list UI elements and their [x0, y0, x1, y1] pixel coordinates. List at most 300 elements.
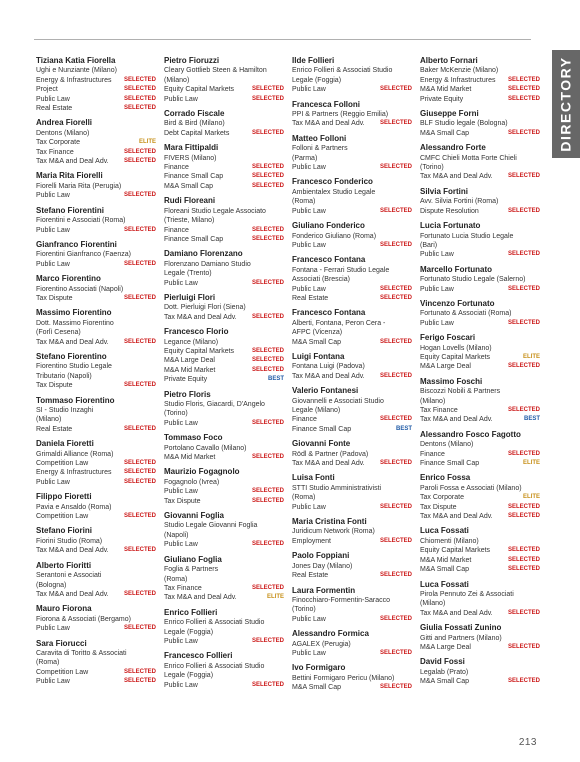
firm-line: Studio Legale Giovanni Foglia	[164, 522, 258, 530]
top-rule	[34, 39, 531, 40]
practice-row	[420, 546, 540, 555]
section-tab-label: DIRECTORY	[558, 56, 574, 152]
directory-entry	[164, 56, 284, 104]
firm-line: Fiorentini e Associati (Roma)	[36, 217, 126, 225]
ranking-badge: SELECTED	[123, 105, 156, 112]
lawyer-name: Giuseppe Forni	[420, 109, 479, 119]
lawyer-name: Pierluigi Flori	[164, 292, 216, 302]
ranking-badge: SELECTED	[379, 120, 412, 127]
practice-area: Finance Small Cap	[420, 460, 480, 468]
directory-entry	[164, 109, 284, 138]
lawyer-name: Mauro Fiorona	[36, 604, 92, 614]
ranking-badge: SELECTED	[251, 164, 284, 171]
lawyer-name: Gianfranco Fiorentini	[36, 239, 117, 249]
firm-line: Ughi e Nunziante (Milano)	[36, 67, 117, 75]
practice-area: Tax Corporate	[36, 139, 80, 147]
firm-line: Fiorentini Gianfranco (Faenza)	[36, 251, 131, 259]
firm-line: Fiorentino Associati (Napoli)	[36, 285, 124, 293]
ranking-badge: SELECTED	[379, 372, 412, 379]
ranking-badge: SELECTED	[123, 625, 156, 632]
lawyer-name: Andrea Fiorelli	[36, 118, 93, 128]
ranking-badge: SELECTED	[123, 95, 156, 102]
ranking-badge: BEST	[523, 416, 540, 423]
directory-entry	[164, 433, 284, 462]
practice-row	[36, 381, 156, 390]
practice-area: Project	[36, 86, 58, 94]
directory-entry	[36, 439, 156, 487]
lawyer-name: Mara Fittipaldi	[164, 143, 219, 153]
ranking-badge: SELECTED	[507, 513, 540, 520]
practice-area: Equity Capital Markets	[164, 86, 235, 94]
ranking-badge: BEST	[395, 425, 412, 432]
practice-row	[164, 85, 284, 94]
lawyer-name: Pietro Fioruzzi	[164, 56, 220, 65]
firm-line: (Torino)	[420, 164, 444, 172]
firm-line: Enrico Follieri & Associati Studio	[292, 67, 393, 75]
practice-row	[164, 163, 284, 172]
firm-line: Fiorelli Maria Rita (Perugia)	[36, 182, 122, 190]
firm-line: Legalab (Prato)	[420, 668, 469, 676]
firm-line: (Roma)	[164, 575, 188, 583]
directory-entry	[36, 171, 156, 200]
lawyer-name: Giulia Fossati Zunino	[420, 623, 502, 633]
practice-area: M&A Mid Market	[420, 86, 472, 94]
ranking-badge: ELITE	[266, 594, 284, 601]
ranking-badge: SELECTED	[123, 469, 156, 476]
ranking-badge: SELECTED	[507, 86, 540, 93]
practice-row	[36, 260, 156, 269]
practice-row	[292, 415, 412, 424]
ranking-badge: SELECTED	[379, 572, 412, 579]
firm-line: Legale (Milano)	[292, 407, 341, 414]
practice-area: Public Law	[36, 478, 70, 486]
practice-area: Public Law	[292, 503, 326, 511]
practice-area: Tax M&A and Deal Adv.	[36, 547, 109, 555]
practice-area: Competition Law	[36, 460, 89, 468]
practice-row	[292, 285, 412, 294]
practice-row	[36, 138, 156, 147]
practice-area: Tax Dispute	[36, 382, 73, 390]
lawyer-name: Luca Fossati	[420, 526, 469, 536]
ranking-badge: SELECTED	[507, 129, 540, 136]
ranking-badge: SELECTED	[507, 207, 540, 214]
firm-line: (Milano)	[420, 600, 446, 608]
ranking-badge: SELECTED	[379, 684, 412, 691]
ranking-badge: SELECTED	[123, 294, 156, 301]
practice-area: Tax M&A and Deal Adv.	[36, 590, 109, 598]
lawyer-name: Francesca Folloni	[292, 99, 361, 109]
ranking-badge: SELECTED	[251, 419, 284, 426]
lawyer-name: Daniela Fioretti	[36, 439, 94, 449]
practice-area: M&A Mid Market	[164, 454, 216, 462]
ranking-badge: SELECTED	[251, 681, 284, 688]
firm-line: Alberti, Fontana, Peron Cera -	[292, 319, 386, 327]
firm-line: Studio Floris, Giacardi, D'Angelo	[164, 401, 265, 408]
ranking-badge: SELECTED	[251, 279, 284, 286]
firm-line: Bettini Formigaro Pericu (Milano)	[292, 674, 395, 682]
lawyer-name: Ilde Follieri	[292, 56, 335, 65]
directory-entry	[420, 56, 540, 104]
practice-row	[292, 425, 412, 434]
practice-row	[420, 677, 540, 686]
ranking-badge: SELECTED	[251, 488, 284, 495]
directory-entry	[36, 561, 156, 600]
ranking-badge: SELECTED	[251, 313, 284, 320]
firm-line: Dentons (Milano)	[36, 129, 90, 137]
lawyer-name: Vincenzo Fortunato	[420, 298, 495, 308]
practice-area: Private Equity	[164, 376, 208, 384]
practice-area: Real Estate	[36, 425, 73, 433]
ranking-badge: SELECTED	[123, 158, 156, 165]
practice-row	[36, 95, 156, 104]
directory-entry	[292, 134, 412, 173]
practice-area: Public Law	[292, 285, 326, 293]
practice-row	[292, 294, 412, 303]
ranking-badge: SELECTED	[251, 129, 284, 136]
firm-line: Dott. Pierluigi Flori (Siena)	[164, 304, 246, 312]
practice-row	[36, 104, 156, 113]
ranking-badge: SELECTED	[507, 285, 540, 292]
directory-entry	[292, 586, 412, 625]
practice-area: Finance	[164, 226, 189, 234]
page-number: 213	[518, 737, 537, 748]
ranking-badge: SELECTED	[507, 566, 540, 573]
ranking-badge: SELECTED	[123, 668, 156, 675]
practice-row	[164, 453, 284, 462]
firm-line: Fontana Luigi (Padova)	[292, 363, 365, 371]
firm-line: (Torino)	[164, 410, 188, 418]
directory-entry	[164, 249, 284, 288]
practice-row	[164, 235, 284, 244]
practice-area: Public Law	[36, 625, 70, 633]
directory-entry	[36, 240, 156, 269]
directory-entry	[420, 265, 540, 294]
practice-row	[420, 459, 540, 468]
firm-line: FIVERS (Milano)	[164, 154, 217, 162]
lawyer-name: Marcello Fortunato	[420, 264, 493, 274]
lawyer-name: Silvia Fortini	[420, 186, 469, 196]
directory-entry	[420, 377, 540, 425]
firm-line: STTI Studio Amministrativisti	[292, 484, 382, 492]
practice-row	[36, 478, 156, 487]
firm-line: Gitti and Partners (Milano)	[420, 634, 502, 642]
directory-entry	[36, 308, 156, 347]
firm-line: Cleary Gottlieb Steen & Hamilton	[164, 67, 267, 75]
ranking-badge: SELECTED	[507, 556, 540, 563]
lawyer-name: Filippo Fioretti	[36, 492, 92, 502]
firm-line: (Torino)	[292, 606, 316, 614]
directory-entry	[164, 196, 284, 244]
firm-line: Biscozzi Nobili & Partners	[420, 388, 501, 396]
lawyer-name: Lucia Fortunato	[420, 221, 481, 231]
ranking-badge: SELECTED	[251, 173, 284, 180]
practice-area: Public Law	[292, 164, 326, 172]
firm-line: Pirola Pennuto Zei & Associati	[420, 590, 514, 598]
lawyer-name: Matteo Folloni	[292, 133, 347, 143]
lawyer-name: Rudi Floreani	[164, 196, 216, 206]
practice-row	[292, 207, 412, 216]
lawyer-name: Stefano Fiorentino	[36, 351, 107, 361]
lawyer-name: Paolo Foppiani	[292, 551, 350, 561]
practice-row	[36, 294, 156, 303]
directory-entry	[164, 327, 284, 384]
practice-area: Tax M&A and Deal Adv.	[420, 173, 493, 181]
firm-line: AFPC (Vicenza)	[292, 329, 343, 337]
practice-area: M&A Small Cap	[164, 182, 214, 190]
firm-line: Legance (Milano)	[164, 338, 219, 346]
practice-area: Tax M&A and Deal Adv.	[292, 460, 365, 468]
lawyer-name: Tiziana Katia Fiorella	[36, 56, 116, 65]
ranking-badge: SELECTED	[379, 615, 412, 622]
directory-entry	[420, 623, 540, 652]
directory-entry	[164, 143, 284, 191]
practice-row	[164, 347, 284, 356]
firm-line: (Roma)	[292, 198, 316, 206]
ranking-badge: SELECTED	[507, 251, 540, 258]
lawyer-name: Maria Rita Fiorelli	[36, 171, 103, 181]
firm-line: (Trieste, Milano)	[164, 217, 215, 225]
practice-row	[420, 129, 540, 138]
practice-row	[420, 207, 540, 216]
practice-area: Tax M&A and Deal Adv.	[420, 416, 493, 424]
ranking-badge: SELECTED	[379, 503, 412, 510]
practice-row	[420, 503, 540, 512]
directory-column-3	[292, 56, 412, 698]
practice-area: Public Law	[164, 637, 198, 645]
practice-row	[36, 468, 156, 477]
directory-entry	[36, 396, 156, 435]
practice-row	[36, 157, 156, 166]
ranking-badge: ELITE	[138, 139, 156, 146]
firm-line: (Forlì Cesena)	[36, 329, 81, 337]
practice-row	[36, 425, 156, 434]
firm-line: Juridicum Network (Roma)	[292, 528, 375, 536]
ranking-badge: SELECTED	[379, 241, 412, 248]
practice-area: Public Law	[292, 649, 326, 657]
practice-row	[36, 512, 156, 521]
practice-row	[292, 372, 412, 381]
directory-entry	[36, 274, 156, 303]
practice-area: Public Law	[164, 541, 198, 549]
practice-row	[420, 319, 540, 328]
firm-line: Serantoni e Associati	[36, 572, 102, 580]
practice-row	[292, 163, 412, 172]
practice-area: Real Estate	[36, 105, 73, 113]
firm-line: Finocchiaro-Formentin-Saracco	[292, 596, 391, 604]
lawyer-name: Giuliano Foglia	[164, 554, 222, 564]
lawyer-name: Alberto Fornari	[420, 56, 478, 65]
directory-entry	[292, 221, 412, 250]
practice-row	[164, 182, 284, 191]
practice-area: Tax M&A and Deal Adv.	[36, 338, 109, 346]
ranking-badge: SELECTED	[123, 547, 156, 554]
practice-row	[420, 512, 540, 521]
ranking-badge: SELECTED	[251, 497, 284, 504]
practice-row	[420, 172, 540, 181]
lawyer-name: Ferigo Foscari	[420, 333, 476, 343]
firm-line: Chiomenti (Milano)	[420, 537, 479, 545]
practice-row	[292, 85, 412, 94]
ranking-badge: SELECTED	[507, 76, 540, 83]
directory-entry	[36, 604, 156, 633]
ranking-badge: SELECTED	[379, 164, 412, 171]
ranking-badge: ELITE	[522, 353, 540, 360]
lawyer-name: Luca Fossati	[420, 579, 469, 589]
lawyer-name: Marco Fiorentino	[36, 274, 101, 284]
firm-line: Legale (Foggia)	[164, 672, 214, 680]
practice-area: Public Law	[164, 95, 198, 103]
practice-row	[292, 537, 412, 546]
practice-area: M&A Small Cap	[420, 129, 470, 137]
lawyer-name: Massimo Fiorentino	[36, 308, 112, 318]
firm-line: Folloni & Partners	[292, 145, 348, 153]
practice-row	[36, 624, 156, 633]
firm-line: (Roma)	[36, 659, 60, 667]
firm-line: Fiorentino Studio Legale	[36, 363, 112, 371]
firm-line: Enrico Follieri & Associati Studio	[164, 662, 265, 670]
lawyer-name: Pietro Floris	[164, 389, 211, 399]
firm-line: Bird & Bird (Milano)	[164, 120, 225, 128]
section-tab	[552, 50, 580, 158]
lawyer-name: Francesco Fontana	[292, 308, 366, 318]
practice-area: Public Law	[292, 615, 326, 623]
practice-row	[420, 95, 540, 104]
practice-area: Tax M&A and Deal Adv.	[36, 158, 109, 166]
directory-entry	[420, 109, 540, 138]
practice-row	[36, 459, 156, 468]
firm-line: Fiorona & Associati (Bergamo)	[36, 615, 131, 623]
directory-entry	[164, 293, 284, 322]
lawyer-name: Stefano Fiorini	[36, 526, 92, 536]
firm-line: Dentons (Milano)	[420, 441, 474, 449]
practice-area: Public Law	[164, 279, 198, 287]
firm-line: Associati (Brescia)	[292, 276, 350, 284]
practice-area: M&A Mid Market	[164, 366, 216, 374]
firm-line: (Milano)	[36, 416, 62, 424]
ranking-badge: SELECTED	[507, 547, 540, 554]
directory-column-4	[420, 56, 540, 692]
practice-area: Finance	[420, 450, 445, 458]
practice-area: Competition Law	[36, 513, 89, 521]
ranking-badge: SELECTED	[379, 86, 412, 93]
practice-area: Debt Capital Markets	[164, 129, 230, 137]
practice-row	[292, 119, 412, 128]
directory-column-1	[36, 56, 156, 692]
practice-row	[420, 250, 540, 259]
firm-line: Ambientalex Studio Legale	[292, 188, 376, 196]
ranking-badge: SELECTED	[507, 95, 540, 102]
ranking-badge: SELECTED	[379, 207, 412, 214]
directory-entry	[164, 390, 284, 429]
practice-row	[36, 546, 156, 555]
ranking-badge: SELECTED	[379, 460, 412, 467]
firm-line: Fontana - Ferrari Studio Legale	[292, 266, 390, 274]
lawyer-name: Giovanni Foglia	[164, 511, 225, 521]
practice-area: Public Law	[36, 192, 70, 200]
practice-row	[164, 637, 284, 646]
lawyer-name: Valerio Fontanesi	[292, 386, 359, 396]
practice-row	[36, 191, 156, 200]
firm-line: Jones Day (Milano)	[292, 562, 353, 570]
firm-line: Legale (Trento)	[164, 270, 212, 278]
firm-line: Paroli Fossa e Associati (Milano)	[420, 484, 522, 492]
ranking-badge: SELECTED	[251, 226, 284, 233]
directory-entry	[420, 187, 540, 216]
practice-area: Public Law	[292, 207, 326, 215]
practice-area: Tax Dispute	[420, 503, 457, 511]
practice-area: Public Law	[292, 241, 326, 249]
practice-area: Public Law	[164, 419, 198, 427]
firm-line: Fogagnolo (Ivrea)	[164, 478, 220, 486]
firm-line: (Roma)	[292, 494, 316, 502]
firm-line: Fortunato Lucia Studio Legale	[420, 232, 514, 240]
practice-row	[164, 356, 284, 365]
practice-row	[292, 649, 412, 658]
practice-area: Public Law	[292, 86, 326, 94]
ranking-badge: SELECTED	[379, 649, 412, 656]
lawyer-name: Corrado Fiscale	[164, 109, 225, 119]
practice-row	[292, 459, 412, 468]
lawyer-name: Luisa Fonti	[292, 473, 335, 483]
lawyer-name: Francesco Follieri	[164, 651, 233, 661]
firm-line: Dott. Massimo Fiorentino	[36, 319, 114, 327]
directory-entry	[292, 439, 412, 468]
practice-area: Tax M&A and Deal Adv.	[164, 313, 237, 321]
firm-line: Fortunato & Associati (Roma)	[420, 310, 512, 318]
firm-line: (Bari)	[420, 241, 438, 249]
practice-area: M&A Small Cap	[292, 684, 342, 692]
practice-area: Finance Small Cap	[164, 235, 224, 243]
directory-entry	[36, 526, 156, 555]
practice-row	[36, 226, 156, 235]
practice-area: Tax Finance	[164, 584, 202, 592]
ranking-badge: BEST	[267, 376, 284, 383]
practice-area: Tax M&A and Deal Adv.	[164, 594, 237, 602]
ranking-badge: SELECTED	[251, 357, 284, 364]
ranking-badge: SELECTED	[123, 148, 156, 155]
firm-line: CMFC Chieli Motta Forte Chieli	[420, 154, 517, 162]
practice-area: Tax M&A and Deal Adv.	[420, 609, 493, 617]
directory-entry	[420, 143, 540, 182]
practice-row	[292, 338, 412, 347]
practice-row	[420, 85, 540, 94]
directory-entry	[36, 639, 156, 687]
practice-area: Public Law	[164, 488, 198, 496]
practice-area: Energy & Infrastructures	[420, 76, 496, 84]
lawyer-name: Maurizio Fogagnolo	[164, 467, 240, 477]
firm-line: Portolano Cavallo (Milano)	[164, 444, 247, 452]
practice-row	[164, 584, 284, 593]
practice-area: Private Equity	[420, 95, 464, 103]
practice-row	[420, 76, 540, 85]
practice-row	[420, 643, 540, 652]
practice-area: Tax Finance	[420, 407, 458, 414]
firm-line: Florenzano Damiano Studio	[164, 260, 251, 268]
firm-line: Grimaldi Alliance (Roma)	[36, 450, 114, 458]
practice-row	[420, 493, 540, 502]
ranking-badge: SELECTED	[123, 76, 156, 83]
practice-area: Tax M&A and Deal Adv.	[420, 513, 493, 521]
practice-row	[164, 172, 284, 181]
practice-row	[164, 419, 284, 428]
practice-row	[292, 503, 412, 512]
ranking-badge: SELECTED	[123, 226, 156, 233]
practice-area: Public Law	[420, 251, 454, 259]
directory-entry	[292, 551, 412, 580]
lawyer-name: Tommaso Fiorentino	[36, 395, 115, 405]
lawyer-name: Giuliano Fonderico	[292, 221, 365, 231]
firm-line: (Napoli)	[164, 531, 189, 539]
